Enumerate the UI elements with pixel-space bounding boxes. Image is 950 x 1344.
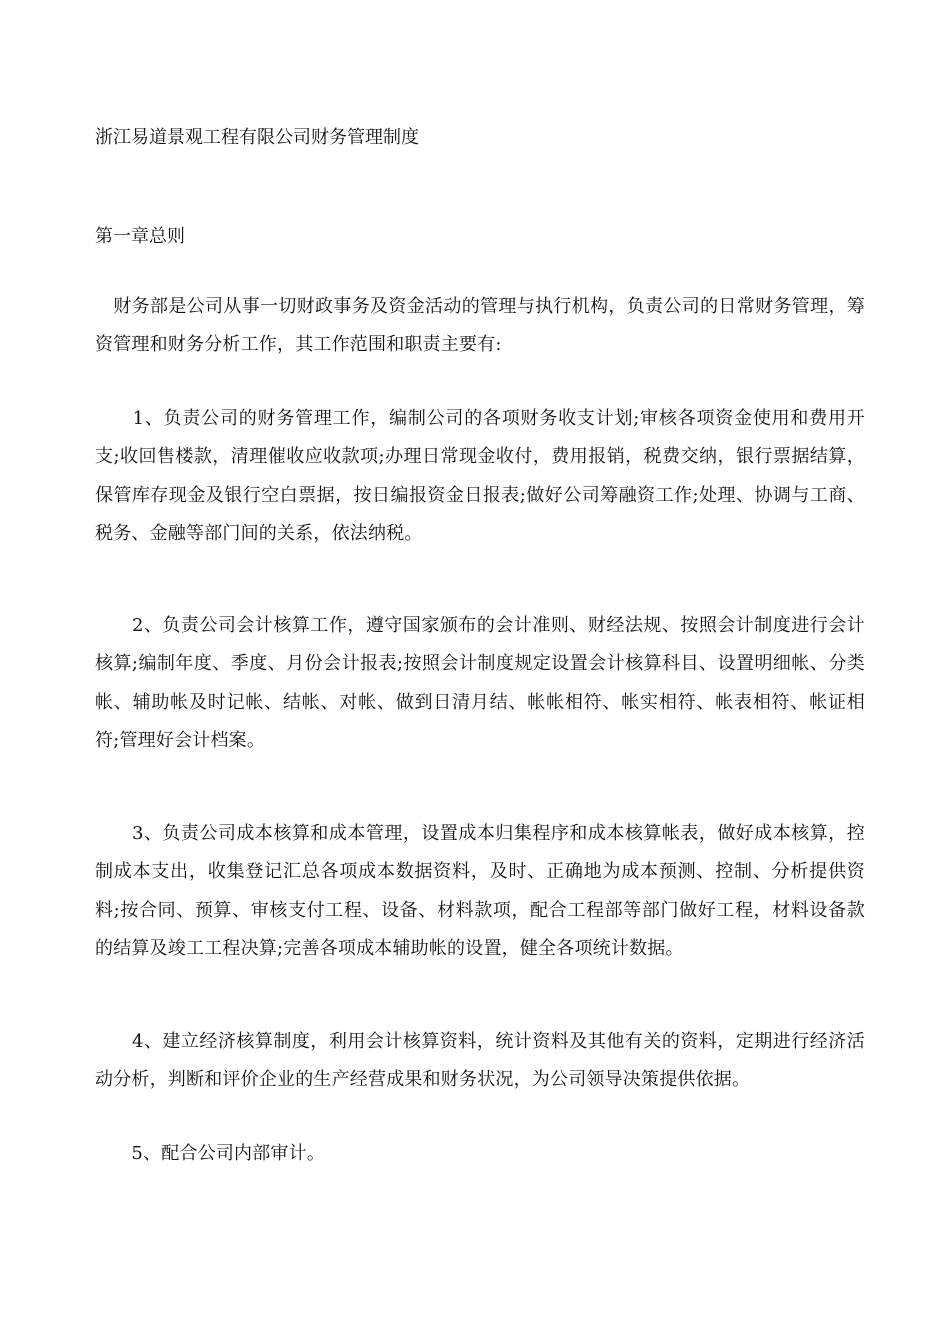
duty-item-2: 2、负责公司会计核算工作，遵守国家颁布的会计准则、财经法规、按照会计制度进行会计核算;编制年度、季度、月份会计报表;按照会计制度规定设置会计核算科目、设置明细帐、分类帐、辅助帐及时记帐、结帐、对帐、做到日清月结、帐帐相符、帐实相符、帐表相符、帐证相符;管理好会计档案。 [95,615,865,751]
document-title: 浙江易道景观工程有限公司财务管理制度 [95,127,419,148]
duty-item-5: 5、配合公司内部审计。 [95,1143,326,1164]
duty-item-3: 3、负责公司成本核算和成本管理，设置成本归集程序和成本核算帐表，做好成本核算，控制成本支出，收集登记汇总各项成本数据资料，及时、正确地为成本预测、控制、分析提供资料;按合同、预算、审核支付工程、设备、材料款项，配合工程部等部门做好工程，材料设备款的结算及竣工工程决算;完善各项成本辅助帐的设置，健全各项统计数据。 [95,823,865,959]
duty-item-1: 1、负责公司的财务管理工作，编制公司的各项财务收支计划;审核各项资金使用和费用开支;收回售楼款，清理催收应收款项;办理日常现金收付，费用报销，税费交纳，银行票据结算，保管库存现金及银行空白票据，按日编报资金日报表;做好公司筹融资工作;处理、协调与工商、税务、金融等部门间的关系，依法纳税。 [95,408,865,544]
duty-item-4: 4、建立经济核算制度，利用会计核算资料，统计资料及其他有关的资料，定期进行经济活动分析，判断和评价企业的生产经营成果和财务状况，为公司领导决策提供依据。 [95,1031,865,1091]
intro-paragraph: 财务部是公司从事一切财政事务及资金活动的管理与执行机构，负责公司的日常财务管理，筹资管理和财务分析工作，其工作范围和职责主要有: [95,296,865,356]
chapter-heading: 第一章总则 [95,226,185,247]
